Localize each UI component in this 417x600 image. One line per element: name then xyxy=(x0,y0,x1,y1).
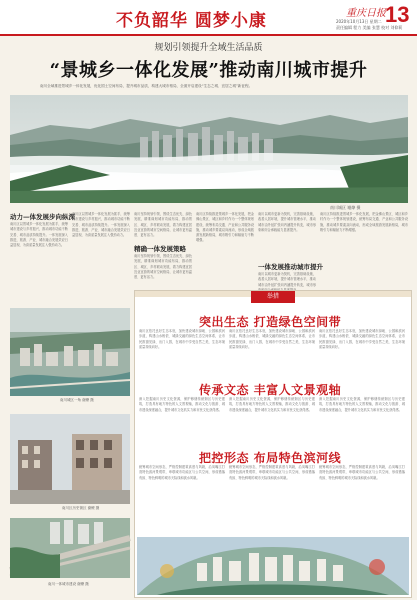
side-caption-2: 南川区历史街区 谢燎 摄 xyxy=(62,506,100,510)
article-lead: 南川全域推进景城乡一体化发展，优化国土空间布局，提升城市品质，构建大城市格局，全面开启建设“生态之城、宜居之城”新征程。 xyxy=(40,84,253,88)
column-4-text: 南川区持续推进景城乡一体化发展，把金佛山景区、城区和乡村作为一个整体规划建设，统筹布局交通、产业和公共服务设施，推动城乡要素双向流动，形成全域旅游发展新格局，城市吸引力和辐射力不断增强。 xyxy=(196,212,254,243)
article-kicker: 规划引领提升全域生活品质 xyxy=(154,43,263,53)
section2-title: 精确一体发展策略 xyxy=(134,245,186,253)
section2-text: 南川坚持规划引领，围绕生态优先、绿色发展，精准谋划城市功能布局，推动景区、城区、乡村联动发展，着力构建宜居宜业宜游的城市空间格局，让城市更有温度、更有活力。 xyxy=(134,254,192,280)
measures-panel xyxy=(134,290,412,598)
page-number: 13 xyxy=(385,2,410,27)
riverside-photo xyxy=(137,537,409,595)
section1-title: 动力—体发展步向纵深 xyxy=(10,213,75,221)
paper-name: 重庆日报 xyxy=(346,8,386,19)
section3-text: 南川以城市更新为契机，完善基础设施，改善人居环境，提升城市管理水平，推动城市由外延扩张向内涵提升转变，城市形 xyxy=(258,272,316,287)
side-caption-3: 南川一体城市建设 谢燎 摄 xyxy=(48,582,89,586)
date-line: 2020年10月13日 星期二 xyxy=(336,19,382,24)
measure-1-text-c: 南川区依托良好生态本底，加快建设城市绿地、公园和滨河步道，构建山水相依、城绿交融的绿色生态空间体系，让市民推窗见绿、出门入园，在城市中享受自然之美，生态环境质量持续向好。 xyxy=(319,329,405,349)
editors-line: 责任编辑 程力 美编 张慧 校对 刘仰莉 xyxy=(336,25,403,30)
side-photo-2 xyxy=(10,414,130,504)
city-aerial-image xyxy=(10,308,130,396)
measure-2-text-b: 深入挖掘南川历史文化资源，保护修缮传统街区与历史建筑，打造具有地方特色的人文景观轴，推动文化与旅游、城市建设深度融合，提升城市文化软实力和市民文化获得感。 xyxy=(229,397,315,412)
urban-road-image xyxy=(10,518,130,578)
measure-2-title: 传承文态 丰富人文景观轴 xyxy=(199,383,342,397)
city-panorama-image xyxy=(10,95,408,203)
measure-1-text-b: 南川区依托良好生态本底，加快建设城市绿地、公园和滨河步道，构建山水相依、城绿交融的绿色生态空间体系，让市民推窗见绿、出门入园，在城市中享受自然之美，生态环境质量持续向好。 xyxy=(229,329,315,349)
riverside-fisheye-image xyxy=(137,537,409,595)
section1-text: 南川区以景城乡一体化发展为抓手，统筹城市建设与乡村振兴，推动城市功能不断完善、城市品质持续提升。一体发展深入推进，旅游、产业、城市融合发展效应日益显现，为高质量发展注入强劲动力。 xyxy=(10,222,68,248)
measure-3-text-c: 统筹城市空间形态，严格控制建筑高度与风貌，沿凤嘴江打造特色滨河景观带，串联城市功能区与公共空间，形成错落有致、特色鲜明的城市天际线和滨水风貌。 xyxy=(319,465,405,480)
measure-3-title: 把控形态 布局特色滨河线 xyxy=(199,451,342,465)
header-slogan: 不负韶华 圆梦小康 xyxy=(116,11,267,31)
measure-1-title: 突出生态 打造绿色空间带 xyxy=(199,315,342,329)
historic-buildings-image xyxy=(10,414,130,504)
measure-1-text-a: 南川区依托良好生态本底，加快建设城市绿地、公园和滨河步道，构建山水相依、城绿交融的绿色生态空间体系，让市民推窗见绿、出门入园，在城市中享受自然之美，生态环境质量持续向好。 xyxy=(139,329,225,349)
section3-title: 一体发展推动城市提升 xyxy=(258,263,323,271)
column-5-text: 南川以城市更新为契机，完善基础设施，改善人居环境，提升城市管理水平，推动城市由外延扩张向内涵提升转变，城市形象和综合承载能力显著提升。 xyxy=(258,212,316,232)
column-6-text: 南川区持续推进景城乡一体化发展，把金佛山景区、城区和乡村作为一个整体规划建设，统筹布局交通、产业和公共服务设施，推动城乡要素双向流动，形成全域旅游发展新格局，城市吸引力和辐射力不断增强。 xyxy=(320,212,408,232)
side-caption-1: 南川城区一角 谢燎 摄 xyxy=(60,398,94,402)
measure-2-text-c: 深入挖掘南川历史文化资源，保护修缮传统街区与历史建筑，打造具有地方特色的人文景观轴，推动文化与旅游、城市建设深度融合，提升城市文化软实力和市民文化获得感。 xyxy=(319,397,405,412)
side-photo-3 xyxy=(10,518,130,578)
section1-text-cont: 南川区以景城乡一体化发展为抓手，统筹城市建设与乡村振兴，推动城市功能不断完善、城市品质持续提升。一体发展深入推进，旅游、产业、城市融合发展效应日益显现，为高质量发展注入强劲动力。 xyxy=(72,212,130,238)
city-panorama-photo xyxy=(10,95,408,203)
measure-3-text-a: 统筹城市空间形态，严格控制建筑高度与风貌，沿凤嘴江打造特色滨河景观带，串联城市功能区与公共空间，形成错落有致、特色鲜明的城市天际线和滨水风貌。 xyxy=(139,465,225,480)
measure-2-text-a: 深入挖掘南川历史文化资源，保护修缮传统街区与历史建筑，打造具有地方特色的人文景观轴，推动文化与旅游、城市建设深度融合，提升城市文化软实力和市民文化获得感。 xyxy=(139,397,225,412)
section2-intro: 南川坚持规划引领，围绕生态优先、绿色发展，精准谋划城市功能布局，推动景区、城区、乡村联动发展，着力构建宜居宜业宜游的城市空间格局，让城市更有温度、更有活力。 xyxy=(134,212,192,238)
side-photo-1 xyxy=(10,308,130,396)
article-headline: “景城乡一体化发展”推动南川城市提升 xyxy=(49,60,368,81)
measure-3-text-b: 统筹城市空间形态，严格控制建筑高度与风貌，沿凤嘴江打造特色滨河景观带，串联城市功能区与公共空间，形成错落有致、特色鲜明的城市天际线和滨水风貌。 xyxy=(229,465,315,480)
page-header xyxy=(0,0,417,36)
panorama-caption: 南川城区 谢燎 摄 xyxy=(330,205,361,210)
measures-tag: 举措 xyxy=(251,291,295,303)
